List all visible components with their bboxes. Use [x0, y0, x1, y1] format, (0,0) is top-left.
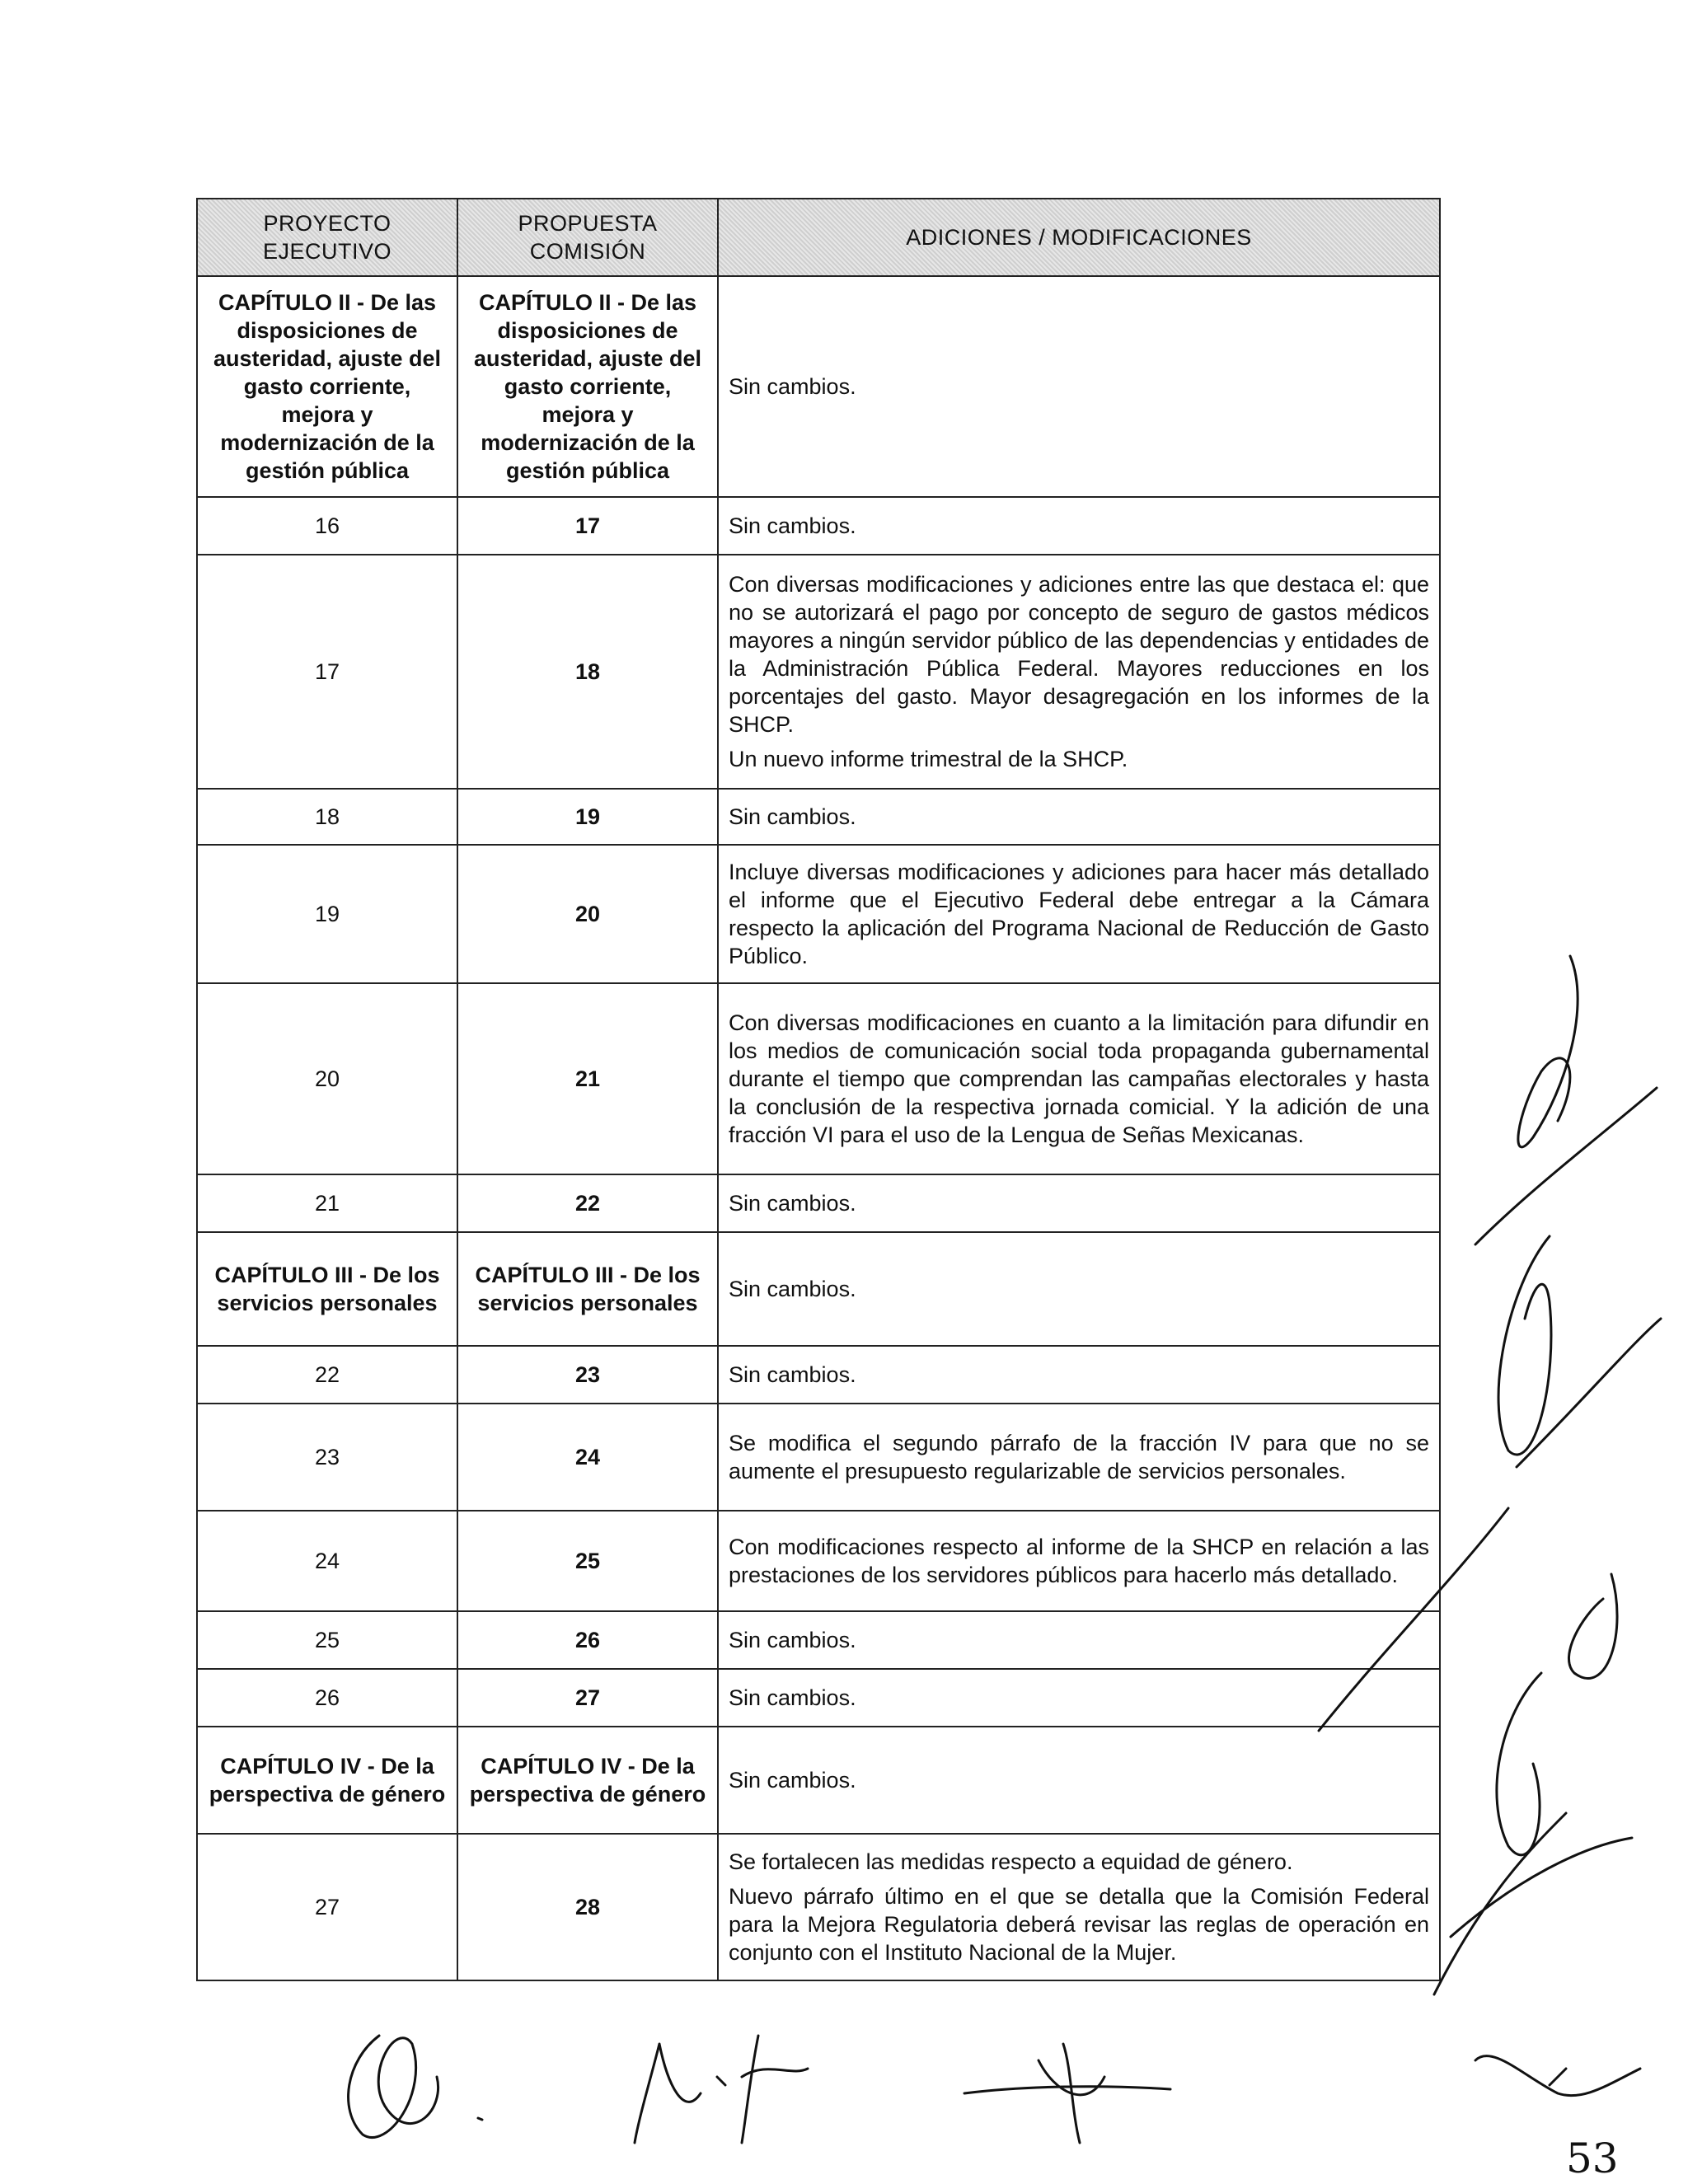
article-number-comision: 19	[457, 789, 718, 845]
table-row	[197, 1232, 1440, 1346]
article-number-comision: 25	[457, 1511, 718, 1611]
modification-description	[718, 1174, 1440, 1232]
table-row	[197, 1511, 1440, 1611]
article-number-comision: 28	[457, 1834, 718, 1980]
description-paragraph: Sin cambios.	[729, 1277, 856, 1301]
signature-right-2	[1498, 1236, 1661, 1467]
table-row	[197, 1404, 1440, 1511]
description-paragraph: Un nuevo informe trimestral de la SHCP.	[729, 747, 1128, 771]
signature-right-4	[1434, 1673, 1632, 1994]
article-number-ejecutivo: 21	[197, 1174, 457, 1232]
description-paragraph: Sin cambios.	[729, 1685, 856, 1710]
article-number-ejecutivo: 26	[197, 1669, 457, 1727]
modification-description	[718, 845, 1440, 983]
modification-description	[718, 1404, 1440, 1511]
description-paragraph: Sin cambios.	[729, 1191, 856, 1216]
article-number-ejecutivo: 24	[197, 1511, 457, 1611]
page-number: 53	[1566, 2135, 1619, 2182]
table-row	[197, 1346, 1440, 1404]
chapter-title-comision: CAPÍTULO III - De los servicios personales	[457, 1232, 718, 1346]
table-row	[197, 1727, 1440, 1834]
description-paragraph: Sin cambios.	[729, 804, 856, 829]
article-number-ejecutivo: 22	[197, 1346, 457, 1404]
modification-description	[718, 555, 1440, 789]
chapter-title-ejecutivo: CAPÍTULO IV - De la perspectiva de género	[197, 1727, 457, 1834]
description-paragraph: Sin cambios.	[729, 1362, 856, 1387]
article-number-ejecutivo: 27	[197, 1834, 457, 1980]
article-number-comision: 17	[457, 497, 718, 555]
description-paragraph: Con diversas modificaciones en cuanto a la limitación para difundir en los medios de comunicación social toda propaganda gubernamental durante el tiempo que comprendan las campañas electorales y hasta la conclusión de la respectiva jornada comicial. Y la adición de una fracción VI para el uso de la Lengua de Señas Mexicanas.	[729, 1010, 1429, 1147]
table-row	[197, 1669, 1440, 1727]
description-paragraph: Sin cambios.	[729, 374, 856, 399]
description-paragraph: Sin cambios.	[729, 513, 856, 538]
signature-bottom-3	[964, 2044, 1170, 2143]
article-number-comision: 21	[457, 983, 718, 1174]
table-row	[197, 983, 1440, 1174]
header-propuesta-comision: PROPUESTA COMISIÓN	[457, 199, 718, 276]
article-number-comision: 27	[457, 1669, 718, 1727]
signature-bottom-2	[635, 2036, 808, 2143]
header-proyecto-ejecutivo: PROYECTO EJECUTIVO	[197, 199, 457, 276]
article-number-comision: 20	[457, 845, 718, 983]
modification-description	[718, 497, 1440, 555]
article-number-ejecutivo: 23	[197, 1404, 457, 1511]
chapter-title-comision: CAPÍTULO IV - De la perspectiva de género	[457, 1727, 718, 1834]
modification-description	[718, 1611, 1440, 1669]
article-number-comision: 22	[457, 1174, 718, 1232]
signature-right-5	[1475, 2056, 1640, 2096]
table-body	[197, 276, 1440, 1980]
chapter-title-ejecutivo: CAPÍTULO III - De los servicios personales	[197, 1232, 457, 1346]
comparison-table	[196, 198, 1441, 1981]
article-number-ejecutivo: 20	[197, 983, 457, 1174]
modification-description	[718, 983, 1440, 1174]
modification-description	[718, 1232, 1440, 1346]
article-number-ejecutivo: 16	[197, 497, 457, 555]
chapter-title-comision: CAPÍTULO II - De las disposiciones de austeridad, ajuste del gasto corriente, mejora y modernización de la gestión pública	[457, 276, 718, 497]
modification-description	[718, 789, 1440, 845]
article-number-comision: 24	[457, 1404, 718, 1511]
modification-description	[718, 1669, 1440, 1727]
header-row	[197, 199, 1440, 276]
article-number-ejecutivo: 25	[197, 1611, 457, 1669]
signature-right-1	[1475, 956, 1657, 1244]
signature-bottom-1	[349, 2036, 482, 2137]
table-row	[197, 789, 1440, 845]
table-row	[197, 497, 1440, 555]
description-paragraph: Se fortalecen las medidas respecto a equidad de género.	[729, 1849, 1293, 1874]
modification-description	[718, 276, 1440, 497]
modification-description	[718, 1727, 1440, 1834]
table-row	[197, 1174, 1440, 1232]
article-number-comision: 18	[457, 555, 718, 789]
table-row	[197, 1834, 1440, 1980]
table-row	[197, 845, 1440, 983]
table-row	[197, 1611, 1440, 1669]
header-adiciones-modificaciones: ADICIONES / MODIFICACIONES	[718, 199, 1440, 276]
table-row	[197, 276, 1440, 497]
modification-description	[718, 1346, 1440, 1404]
article-number-ejecutivo: 18	[197, 789, 457, 845]
description-paragraph: Sin cambios.	[729, 1768, 856, 1793]
description-paragraph: Se modifica el segundo párrafo de la fracción IV para que no se aumente el presupuesto regularizable de servicios personales.	[729, 1431, 1429, 1483]
table-row	[197, 555, 1440, 789]
modification-description	[718, 1834, 1440, 1980]
chapter-title-ejecutivo: CAPÍTULO II - De las disposiciones de austeridad, ajuste del gasto corriente, mejora y modernización de la gestión pública	[197, 276, 457, 497]
article-number-comision: 26	[457, 1611, 718, 1669]
description-paragraph: Incluye diversas modificaciones y adiciones para hacer más detallado el informe que el Ejecutivo Federal debe entregar a la Cámara respecto la aplicación del Programa Nacional de Reducción de Gasto Público.	[729, 860, 1429, 968]
article-number-ejecutivo: 19	[197, 845, 457, 983]
description-paragraph: Con diversas modificaciones y adiciones entre las que destaca el: que no se autorizará el pago por concepto de seguro de gastos médicos mayores a ningún servidor público de las dependencias y entidades de la Administración Pública Federal. Mayores reducciones en los porcentajes del gasto. Mayor desagregación en los informes de la SHCP.	[729, 572, 1429, 737]
description-paragraph: Nuevo párrafo último en el que se detalla que la Comisión Federal para la Mejora Regulatoria deberá revisar las reglas de operación en conjunto con el Instituto Nacional de la Mujer.	[729, 1884, 1429, 1965]
article-number-ejecutivo: 17	[197, 555, 457, 789]
description-paragraph: Sin cambios.	[729, 1628, 856, 1652]
modification-description	[718, 1511, 1440, 1611]
description-paragraph: Con modificaciones respecto al informe de la SHCP en relación a las prestaciones de los servidores públicos para hacerlo más detallado.	[729, 1535, 1429, 1587]
article-number-comision: 23	[457, 1346, 718, 1404]
